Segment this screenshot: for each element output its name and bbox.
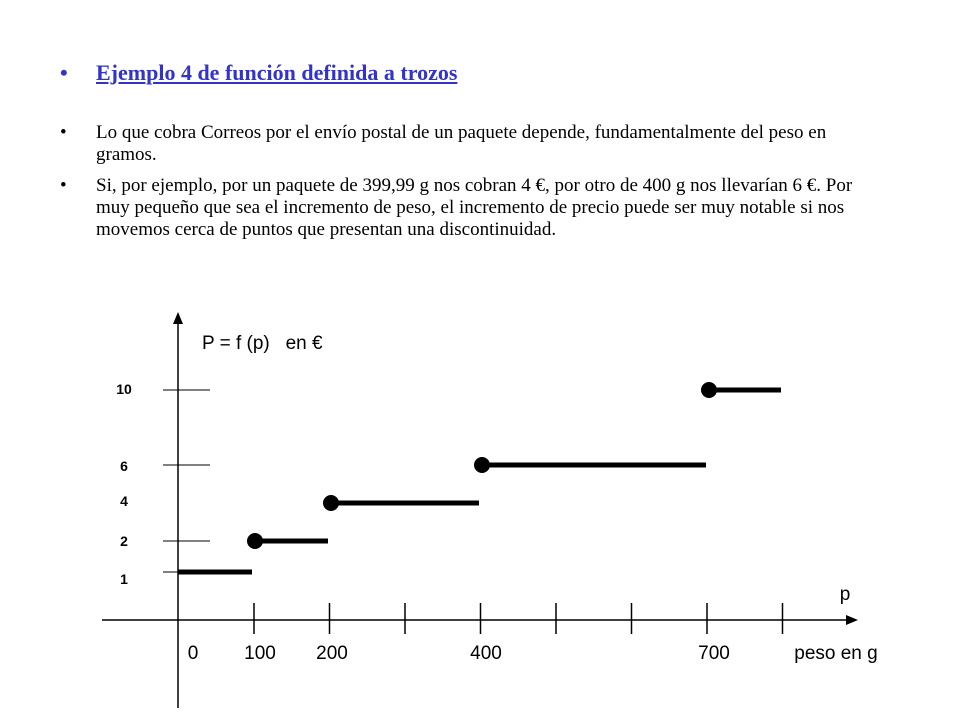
- x-tick-label: 0: [187, 643, 199, 664]
- paragraph-text: Si, por ejemplo, por un paquete de 399,99 g nos cobran 4 €, por otro de 400 g nos llevarían 6 €. Por muy pequeño que sea el incremento de peso, el incremento de precio puede ser muy notable si nos movemos cerca de puntos que presentan una discontinuidad.: [96, 175, 853, 240]
- y-tick-label: 2: [120, 533, 128, 549]
- bullet-icon: •: [60, 175, 67, 196]
- x-axis-symbol: p: [839, 584, 851, 605]
- x-axis-label: peso en g: [794, 643, 878, 664]
- x-tick-label: 700: [698, 643, 730, 664]
- bullet-icon: •: [60, 122, 67, 143]
- closed-point-5: [701, 382, 717, 398]
- paragraph-text: Lo que cobra Correos por el envío postal de un paquete depende, fundamentalmente del peso en gramos.: [96, 122, 827, 165]
- bullet-icon: •: [60, 60, 68, 85]
- y-tick-label: 4: [120, 493, 128, 509]
- closed-point-4: [474, 457, 490, 473]
- chart-title: P = f (p) en €: [202, 333, 323, 354]
- closed-point-2: [247, 533, 263, 549]
- y-axis-arrow-icon: [173, 312, 183, 324]
- x-tick-label: 400: [470, 643, 502, 664]
- x-tick-label: 100: [244, 643, 276, 664]
- axis-labels: [116, 333, 878, 664]
- closed-point-3: [323, 495, 339, 511]
- y-tick-label: 6: [120, 458, 128, 474]
- slide-title[interactable]: Ejemplo 4 de función definida a trozos: [96, 60, 458, 85]
- y-tick-label: 1: [120, 571, 128, 587]
- step-segments: [178, 390, 781, 572]
- y-tick-label: 10: [116, 381, 132, 397]
- x-tick-label: 200: [316, 643, 348, 664]
- x-axis-arrow-icon: [846, 615, 858, 625]
